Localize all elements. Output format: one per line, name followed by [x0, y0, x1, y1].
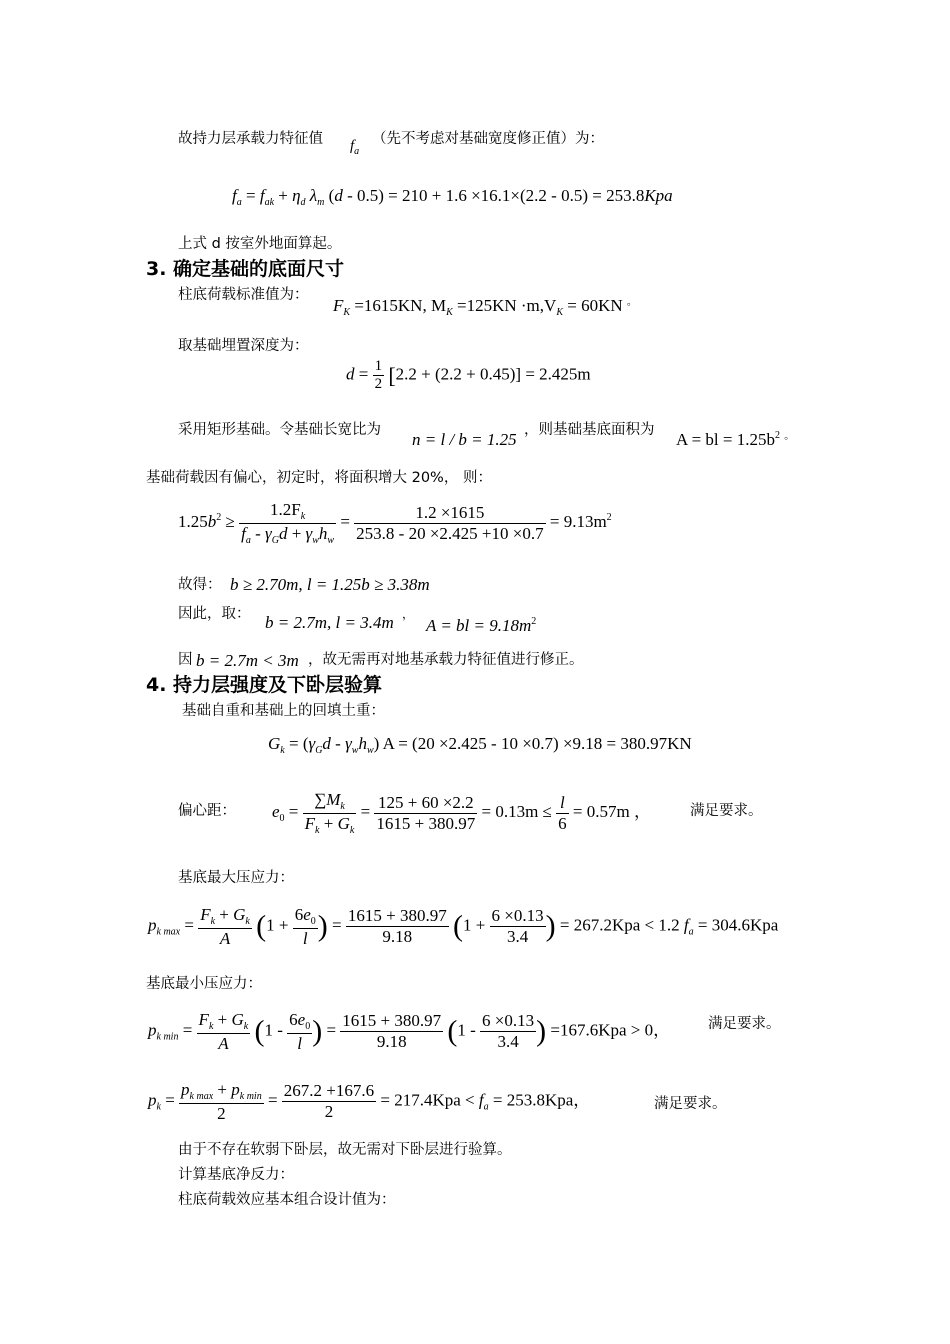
text-rectangular-foundation: 采用矩形基础。令基础长宽比为 — [178, 422, 381, 438]
text-take: 因此，取： — [178, 606, 251, 622]
text-area-intro: ，则基础基底面积为 — [524, 422, 655, 438]
text-eccentricity: 偏心距： — [178, 803, 236, 819]
text-no-weak-layer: 由于不存在软弱下卧层，故无需对下卧层进行验算。 — [178, 1142, 512, 1158]
equation-ratio: n = l / b = 1.25 — [412, 430, 517, 449]
text-max-pressure: 基底最大压应力： — [178, 870, 294, 886]
equation-area: A = bl = $1.25b^2$ 。 — [676, 430, 795, 449]
text-embed-depth: 取基础埋置深度为： — [178, 338, 309, 354]
equation-pmin: $p_{k min}$ = $\frac{F_k + G_k}{A}$ (1 - $\frac{6e_0}{l}$ ) = $\frac{1615 + 380.97}{9.18}$ (1 - $\frac{6 \times 0.13}{3.4}$ ) =167.6Kpa > 0， — [148, 1010, 671, 1053]
symbol-fa: $f_a$ — [350, 138, 360, 157]
equation-gk: $G_k = (\gamma_Gd - \gamma_wh_w) A = (20 \times 2.425 - 10 \times 0.7) \times 9.18 = 380.97KN$ — [268, 734, 692, 756]
equation-pk: $p_k$ = $\frac{p_{k max} + p_{k min}}{2}$ = $\frac{267.2 +167.6}{2}$ = $217.4Kpa < f_a = 253.8Kpa$， — [148, 1080, 591, 1123]
equation-e0: $e_0$ = $\frac{\sum M_k}{F_k + G_k}$ = $\frac{125 + 60 \times 2.2}{1615 + 380.97}$ = 0.13m ≤ $\frac{l}{6}$ = 0.57m ， — [272, 790, 651, 836]
text-design-value: 柱底荷载效应基本组合设计值为： — [178, 1192, 396, 1208]
equation-depth: d = $\frac{1}{2}$ [2.2 + (2.2 + 0.45)] = 2.425m — [346, 358, 591, 393]
text-satisfied-3: 满足要求。 — [654, 1096, 727, 1112]
text-satisfied-2: 满足要求。 — [708, 1016, 781, 1032]
equation-width: $1.25b^2$ ≥ $\frac{1.2F_k}{f_a - \gamma_Gd + \gamma_wh_w}$ = $\frac{1.2 \times 1615}{253.8 - 20 \times 2.425 +10 \times 0.7}$ = $9.13m^2$ — [178, 500, 612, 546]
text-because: 因 — [178, 652, 193, 668]
equation-b-l-range: b ≥ 2.70m, l = 1.25b ≥ 3.38m — [230, 575, 430, 594]
equation-pmax: $p_{k max}$ = $\frac{F_k + G_k}{A}$ (1 + $\frac{6e_0}{l}$ ) = $\frac{1615 + 380.97}{9.18}$ (1 + $\frac{6 \times 0.13}{3.4}$ ) = 267.2Kpa < 1.2 $f_a = 304.6Kpa$ — [148, 905, 779, 948]
equation-loads: $F_K =1615KN$, $M_K =125KN \cdot m,V_K = 60KN$ 。 — [333, 296, 637, 318]
text-eccentric-increase: 基础荷载因有偏心，初定时，将面积增大 20%， 则： — [146, 470, 492, 486]
text-therefore: 故得： — [178, 577, 222, 593]
equation-fa: $f_a = f_{ak} + \eta_d$ $\lambda_m$ (d - 0.5) = 210 + 1.6 ×16.1×(2.2 - 0.5) = 253.8Kpa — [232, 186, 673, 208]
comma: ， — [402, 607, 415, 621]
text-net-reaction: 计算基底净反力： — [178, 1167, 294, 1183]
text-satisfied-1: 满足要求。 — [690, 803, 763, 819]
text-bearing-capacity-note: （先不考虑对基础宽度修正值）为： — [372, 131, 604, 147]
text-bearing-capacity-intro: 故持力层承载力特征值 — [178, 131, 323, 147]
text-d-note: 上式 d 按室外地面算起。 — [178, 236, 342, 252]
heading-section-3: 3. 确定基础的底面尺寸 — [146, 258, 345, 280]
equation-b-check: b = 2.7m < 3m — [196, 651, 299, 670]
text-min-pressure: 基底最小压应力： — [146, 976, 262, 992]
equation-area-final: A = bl = $9.18m^2$ — [426, 616, 537, 635]
equation-b-l: b = 2.7m, l = 3.4m — [265, 613, 394, 632]
text-column-loads: 柱底荷载标准值为： — [178, 287, 309, 303]
text-self-weight: 基础自重和基础上的回填土重： — [182, 703, 385, 719]
text-no-correction: ，故无需再对地基承载力特征值进行修正。 — [308, 652, 584, 668]
heading-section-4: 4. 持力层强度及下卧层验算 — [146, 674, 383, 696]
